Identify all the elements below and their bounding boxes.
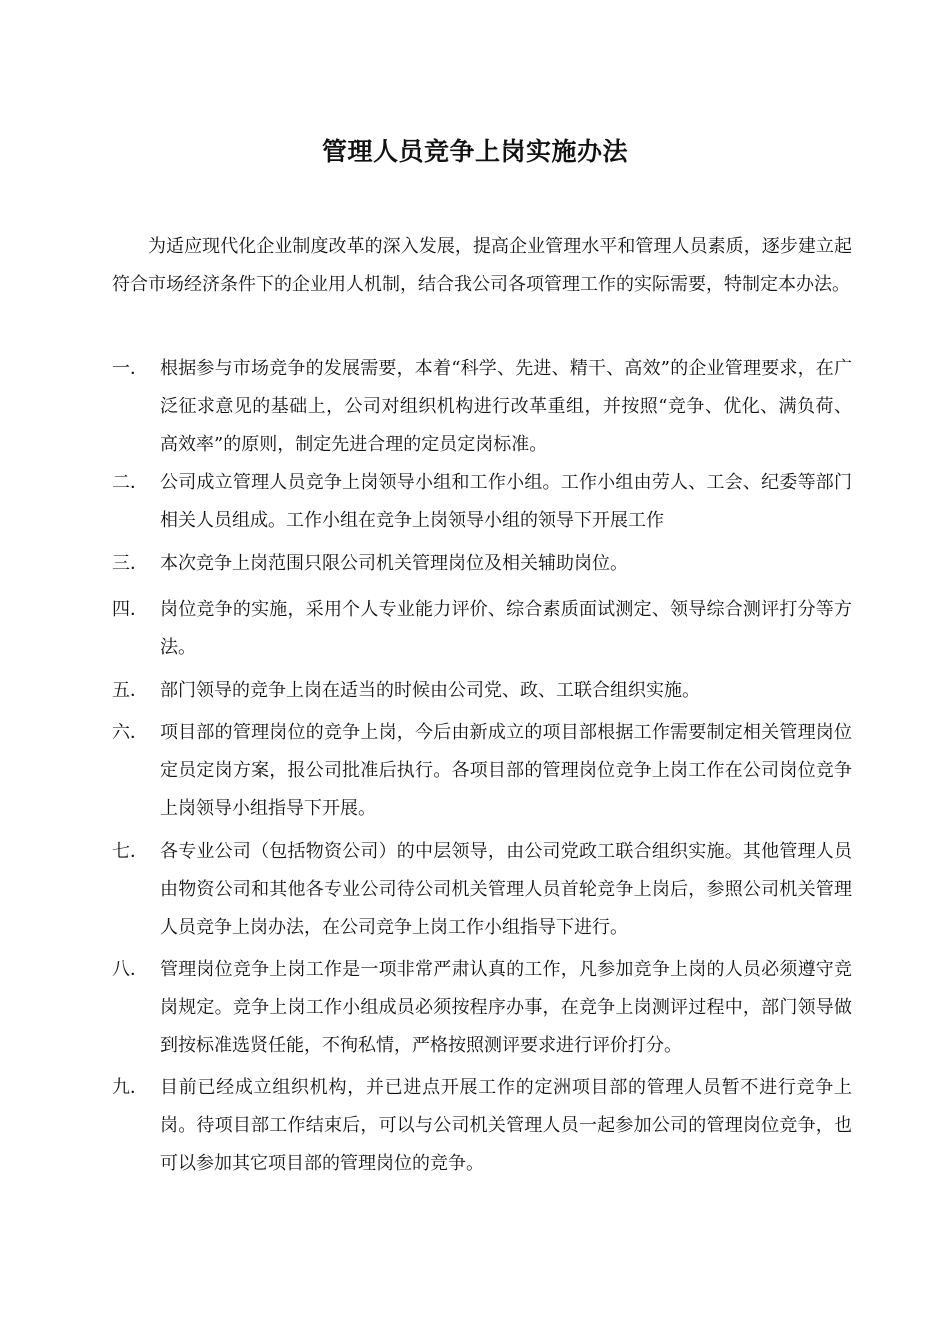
clause-item xyxy=(112,714,852,828)
clause-number: 七． xyxy=(112,841,148,862)
clause-number: 二． xyxy=(112,472,148,493)
clause-item xyxy=(112,545,852,583)
clause-item xyxy=(112,350,852,464)
clause-text: 公司成立管理人员竞争上岗领导小组和工作小组。工作小组由劳人、工会、纪委等部门相关人员组成。工作小组在竞争上岗领导小组的领导下开展工作 xyxy=(160,472,852,531)
clause-text: 岗位竞争的实施，采用个人专业能力评价、综合素质面试测定、领导综合测评打分等方法。 xyxy=(160,599,852,658)
clause-number: 四． xyxy=(112,599,148,620)
clause-text: 项目部的管理岗位的竞争上岗，今后由新成立的项目部根据工作需要制定相关管理岗位定员定岗方案，报公司批准后执行。各项目部的管理岗位竞争上岗工作在公司岗位竞争上岗领导小组指导下开展。 xyxy=(160,722,852,819)
clause-text: 目前已经成立组织机构，并已进点开展工作的定洲项目部的管理人员暂不进行竞争上岗。待项目部工作结束后，可以与公司机关管理人员一起参加公司的管理岗位竞争，也可以参加其它项目部的管理岗位的竞争。 xyxy=(160,1077,852,1174)
clause-number: 六． xyxy=(112,722,148,743)
clause-item xyxy=(112,833,852,947)
intro-paragraph: 为适应现代化企业制度改革的深入发展，提高企业管理水平和管理人员素质，逐步建立起符合市场经济条件下的企业用人机制，结合我公司各项管理工作的实际需要，特制定本办法。 xyxy=(112,236,852,295)
clause-number: 九． xyxy=(112,1077,148,1098)
clause-text: 根据参与市场竞争的发展需要，本着“科学、先进、精干、高效”的企业管理要求，在广泛征求意见的基础上，公司对组织机构进行改革重组，并按照“竞争、优化、满负荷、高效率”的原则，制定先进合理的定员定岗标准。 xyxy=(160,358,852,455)
clause-number: 一． xyxy=(112,358,148,379)
document-title: 管理人员竞争上岗实施办法 xyxy=(321,137,628,166)
clause-item xyxy=(112,1069,852,1183)
clause-text: 各专业公司（包括物资公司）的中层领导，由公司党政工联合组织实施。其他管理人员由物资公司和其他各专业公司待公司机关管理人员首轮竞争上岗后，参照公司机关管理人员竞争上岗办法，在公司竞争上岗工作小组指导下进行。 xyxy=(160,841,852,938)
clause-text: 部门领导的竞争上岗在适当的时候由公司党、政、工联合组织实施。 xyxy=(160,680,700,701)
clause-text: 本次竞争上岗范围只限公司机关管理岗位及相关辅助岗位。 xyxy=(160,553,628,574)
clause-number: 五． xyxy=(112,680,148,701)
clause-number: 八． xyxy=(112,959,148,980)
clause-item xyxy=(112,672,852,710)
clause-text: 管理岗位竞争上岗工作是一项非常严肃认真的工作，凡参加竞争上岗的人员必须遵守竞岗规定。竞争上岗工作小组成员必须按程序办事，在竞争上岗测评过程中，部门领导做到按标准选贤任能，不徇私情，严格按照测评要求进行评价打分。 xyxy=(160,959,852,1056)
clause-item xyxy=(112,951,852,1065)
clause-number: 三． xyxy=(112,553,148,574)
clause-item xyxy=(112,464,852,540)
clause-item xyxy=(112,591,852,667)
